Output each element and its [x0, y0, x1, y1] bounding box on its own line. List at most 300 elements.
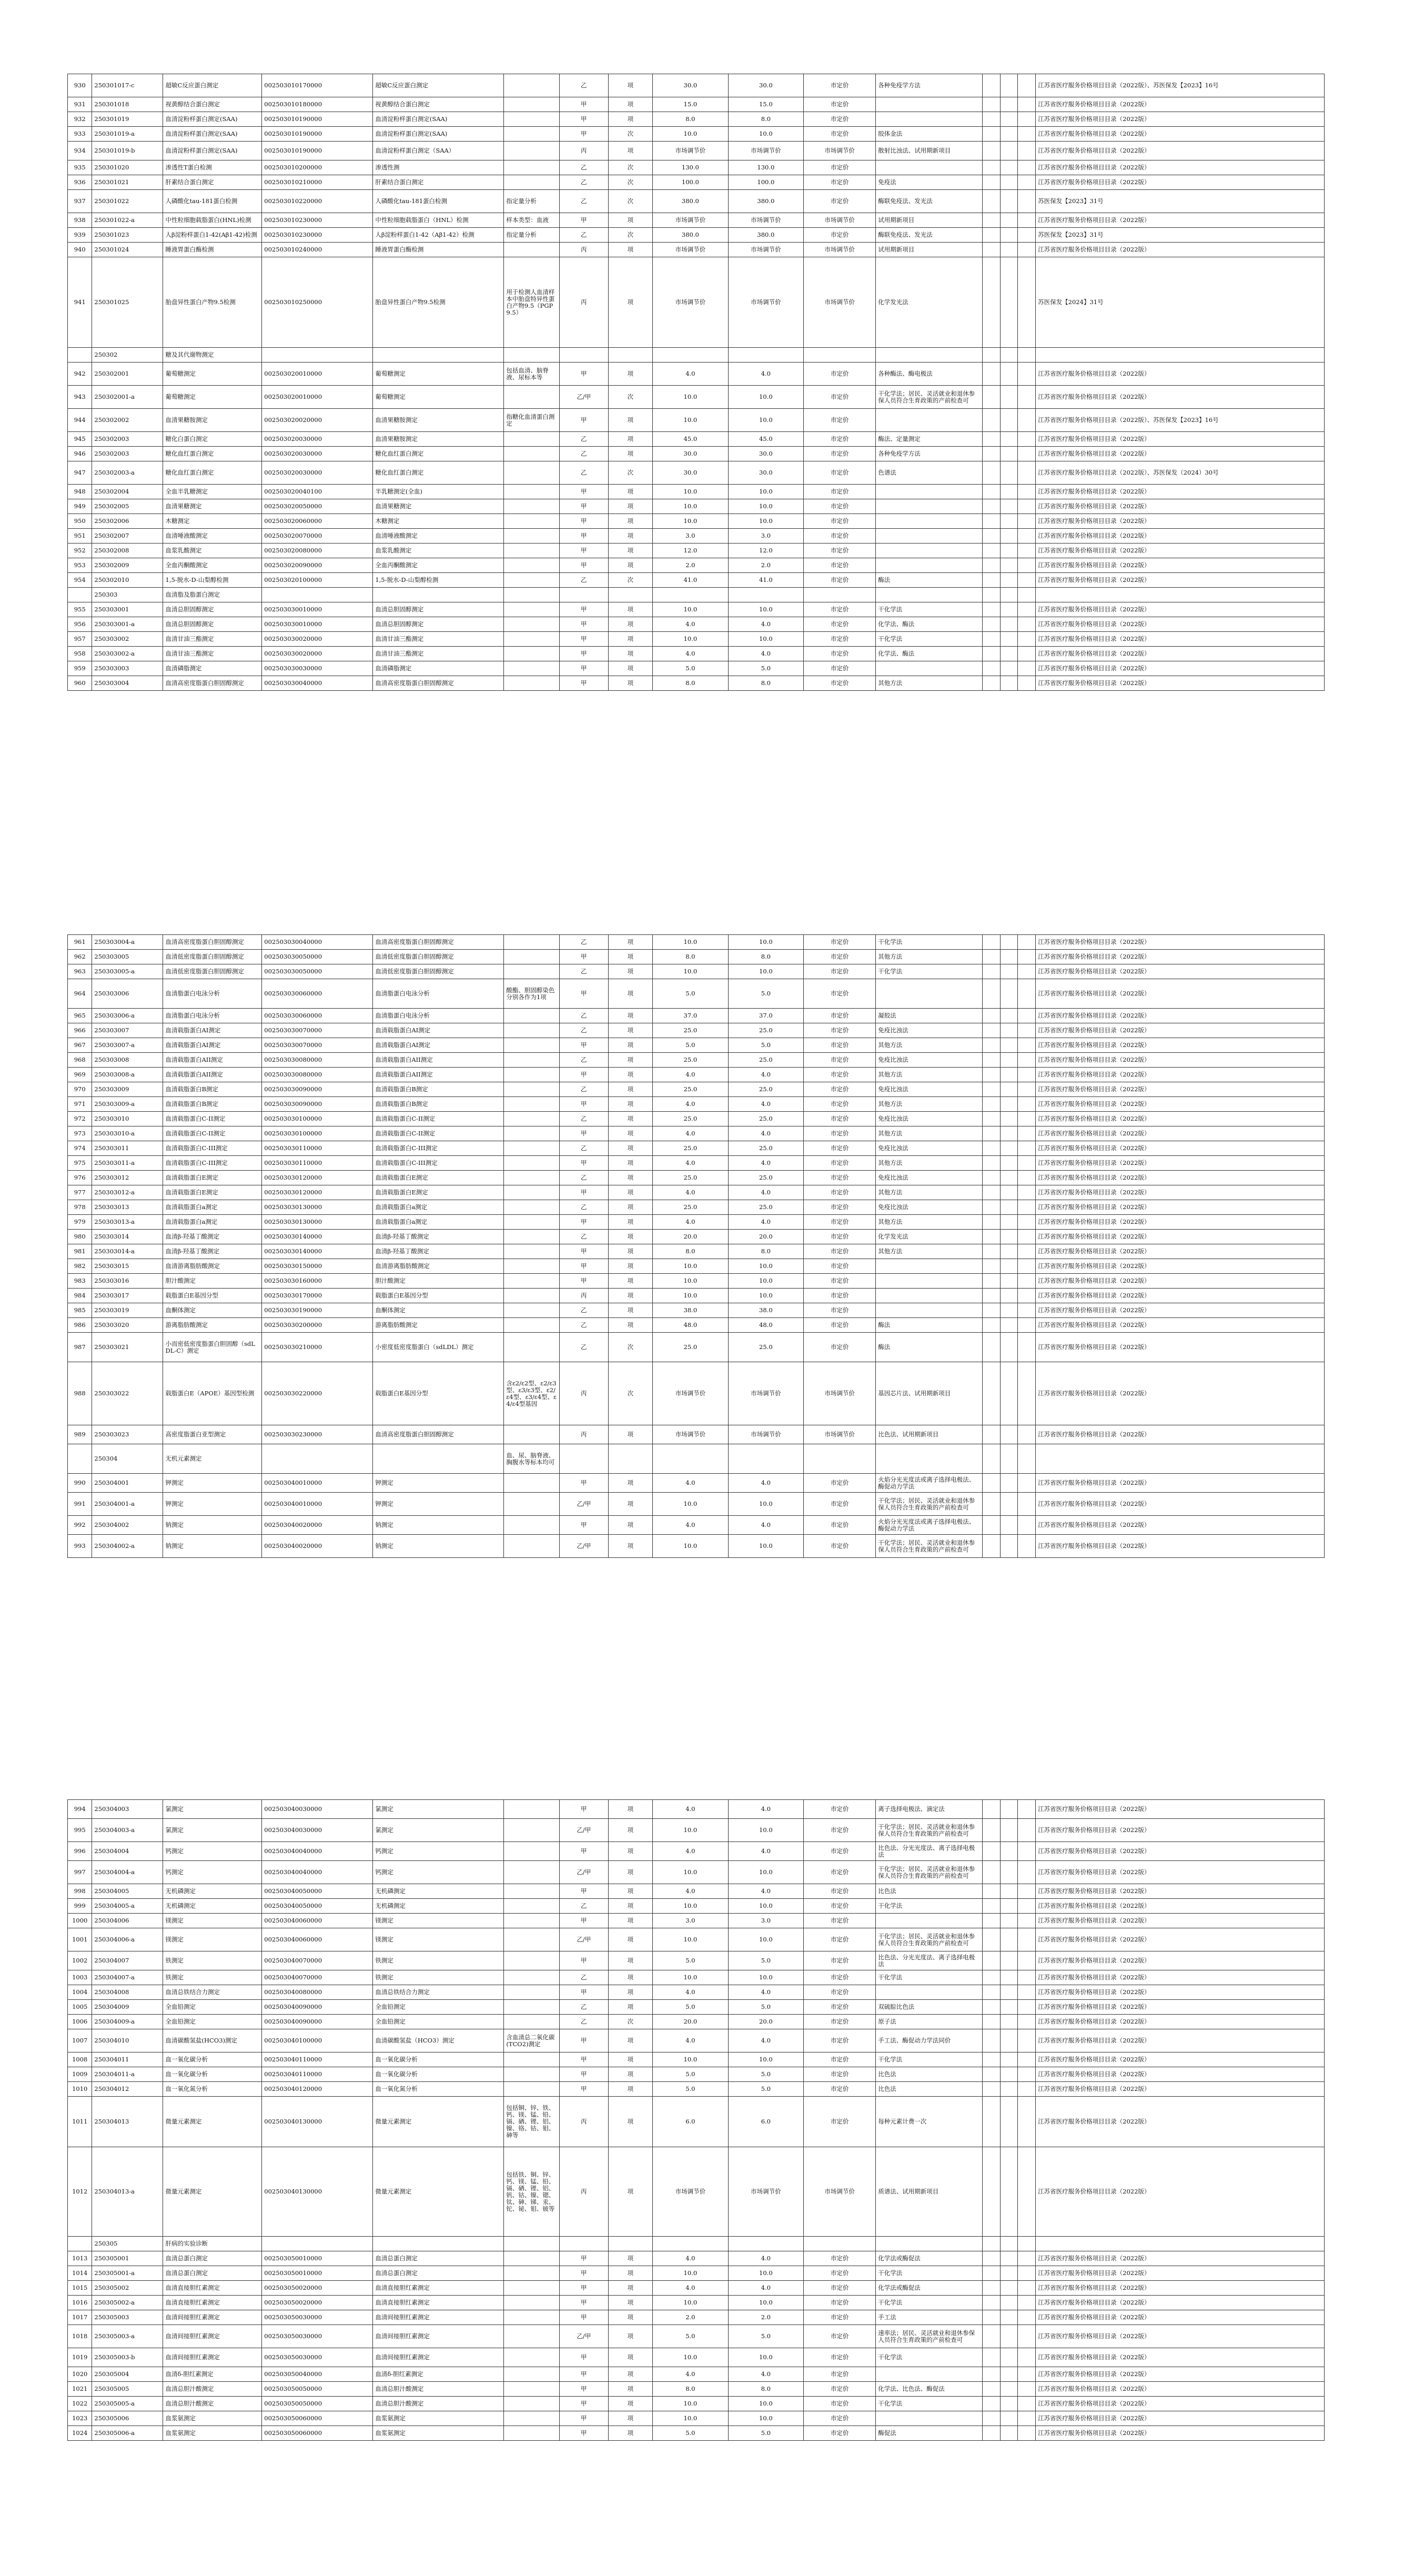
table-row: [68, 2082, 1325, 2097]
national-code-cell: 002503010230000: [262, 228, 373, 243]
serial-number-cell: 957: [68, 632, 92, 647]
item-name-cell: 血清淀粉样蛋白测定(SAA): [163, 142, 262, 160]
price-b-cell: 25.0: [728, 1023, 804, 1038]
national-name-cell: 血清载脂蛋白a测定: [373, 1200, 504, 1215]
unit-cell: 项: [608, 950, 652, 964]
price-a-cell: 15.0: [653, 97, 729, 112]
table-row: [68, 1516, 1325, 1535]
extra-cell: [982, 363, 1000, 386]
item-name-cell: 钙测定: [163, 1861, 262, 1884]
extra-cell: [982, 602, 1000, 617]
table-row: [68, 499, 1325, 514]
extra-cell: [982, 175, 1000, 190]
item-code-cell: 250303008-a: [92, 1068, 163, 1082]
source-cell: 江苏省医疗服务价格项目目录（2022版）: [1036, 1516, 1325, 1535]
extra-cell: [1000, 97, 1018, 112]
category-cell: 甲: [559, 1985, 608, 2000]
item-name-cell: 血清果糖测定: [163, 499, 262, 514]
pricing-type-cell: 市定价: [804, 1009, 876, 1023]
extra-cell: [982, 1333, 1000, 1362]
unit-cell: 项: [608, 1215, 652, 1230]
pricing-type-cell: 市定价: [804, 1928, 876, 1951]
national-name-cell: 氯测定: [373, 1800, 504, 1819]
serial-number-cell: 951: [68, 529, 92, 544]
national-code-cell: 002503010200000: [262, 160, 373, 175]
extra-cell: [1018, 1516, 1036, 1535]
extra-cell: [1018, 661, 1036, 676]
price-b-cell: 6.0: [728, 2097, 804, 2147]
item-code-cell: 250304010: [92, 2029, 163, 2052]
item-name-cell: 血清脂及脂蛋白测定: [163, 588, 262, 602]
serial-number-cell: 983: [68, 1274, 92, 1289]
item-code-cell: 250304007-a: [92, 1970, 163, 1985]
price-a-cell: 45.0: [653, 432, 729, 447]
price-a-cell: 市场调节价: [653, 257, 729, 348]
item-code-cell: 250303017: [92, 1289, 163, 1303]
serial-number-cell: 1023: [68, 2411, 92, 2426]
pricing-type-cell: 市定价: [804, 1259, 876, 1274]
unit-cell: 项: [608, 1928, 652, 1951]
pricing-type-cell: 市定价: [804, 1914, 876, 1928]
extra-cell: [1000, 461, 1018, 485]
extra-cell: [1000, 529, 1018, 544]
extra-cell: [1018, 2397, 1036, 2411]
item-code-cell: 250303015: [92, 1259, 163, 1274]
remark-cell: 干化学法；居民、灵活就业和退休参保人员符合生育政策的产前检查可: [876, 1928, 983, 1951]
unit-cell: [608, 2237, 652, 2251]
national-name-cell: 睡液胃蛋白酶检测: [373, 243, 504, 257]
price-a-cell: 10.0: [653, 1289, 729, 1303]
price-a-cell: 130.0: [653, 160, 729, 175]
pricing-type-cell: 市定价: [804, 1303, 876, 1318]
table-row: [68, 602, 1325, 617]
extra-cell: [982, 661, 1000, 676]
item-name-cell: 血清间接胆红素测定: [163, 2325, 262, 2348]
extra-cell: [982, 2397, 1000, 2411]
connotation-cell: [504, 602, 560, 617]
category-cell: 甲: [559, 1185, 608, 1200]
source-cell: 江苏省医疗服务价格项目目录（2022版）: [1036, 213, 1325, 228]
remark-cell: 干化学法: [876, 632, 983, 647]
source-cell: 江苏省医疗服务价格项目目录（2022版）: [1036, 2015, 1325, 2029]
source-cell: [1036, 348, 1325, 363]
connotation-cell: [504, 1126, 560, 1141]
extra-cell: [982, 2237, 1000, 2251]
extra-cell: [982, 386, 1000, 409]
national-code-cell: 002503020030000: [262, 432, 373, 447]
item-code-cell: 250303013-a: [92, 1215, 163, 1230]
table-row: [68, 632, 1325, 647]
national-name-cell: [373, 1444, 504, 1474]
price-a-cell: 4.0: [653, 1474, 729, 1493]
price-a-cell: 10.0: [653, 1819, 729, 1842]
unit-cell: 项: [608, 2426, 652, 2441]
extra-cell: [1000, 1884, 1018, 1899]
unit-cell: 项: [608, 632, 652, 647]
remark-cell: 干化学法: [876, 2296, 983, 2310]
price-a-cell: 25.0: [653, 1171, 729, 1185]
item-code-cell: 250305003: [92, 2310, 163, 2325]
item-code-cell: 250302001: [92, 363, 163, 386]
pricing-type-cell: 市定价: [804, 2097, 876, 2147]
table-row: [68, 2237, 1325, 2251]
extra-cell: [1018, 1444, 1036, 1474]
price-b-cell: [728, 348, 804, 363]
pricing-type-cell: 市定价: [804, 1985, 876, 2000]
price-a-cell: 2.0: [653, 558, 729, 573]
connotation-cell: [504, 617, 560, 632]
connotation-cell: [504, 1156, 560, 1171]
category-cell: 乙: [559, 1230, 608, 1244]
remark-cell: [876, 544, 983, 558]
table-block-1: [67, 74, 1325, 691]
serial-number-cell: 1005: [68, 2000, 92, 2015]
source-cell: 江苏省医疗服务价格项目目录（2022版）: [1036, 1082, 1325, 1097]
connotation-cell: 指定量分析: [504, 228, 560, 243]
connotation-cell: [504, 1985, 560, 2000]
national-name-cell: 血浆氨测定: [373, 2426, 504, 2441]
pricing-type-cell: 市定价: [804, 2000, 876, 2015]
national-name-cell: 血清载脂蛋白C-II测定: [373, 1112, 504, 1126]
pricing-type-cell: 市定价: [804, 499, 876, 514]
unit-cell: 项: [608, 1318, 652, 1333]
price-a-cell: 10.0: [653, 127, 729, 142]
price-b-cell: 10.0: [728, 2296, 804, 2310]
remark-cell: 干化学法: [876, 602, 983, 617]
extra-cell: [1018, 1493, 1036, 1516]
category-cell: 乙: [559, 74, 608, 97]
connotation-cell: [504, 1474, 560, 1493]
serial-number-cell: 940: [68, 243, 92, 257]
category-cell: 甲: [559, 979, 608, 1009]
source-cell: 江苏省医疗服务价格项目目录（2022版）: [1036, 1038, 1325, 1053]
national-name-cell: 血浆氨测定: [373, 2411, 504, 2426]
extra-cell: [1000, 1800, 1018, 1819]
extra-cell: [982, 979, 1000, 1009]
national-name-cell: 血清载脂蛋白AII测定: [373, 1053, 504, 1068]
item-name-cell: 铁测定: [163, 1970, 262, 1985]
item-name-cell: 全血铅测定: [163, 2000, 262, 2015]
price-b-cell: [728, 1444, 804, 1474]
price-b-cell: 市场调节价: [728, 2147, 804, 2237]
price-a-cell: 3.0: [653, 1914, 729, 1928]
pricing-type-cell: 市定价: [804, 175, 876, 190]
extra-cell: [1018, 1126, 1036, 1141]
extra-cell: [1000, 2348, 1018, 2367]
remark-cell: 每种元素计费一次: [876, 2097, 983, 2147]
source-cell: 江苏省医疗服务价格项目目录（2022版）: [1036, 1289, 1325, 1303]
source-cell: 江苏省医疗服务价格项目目录（2022版）: [1036, 1333, 1325, 1362]
extra-cell: [1000, 573, 1018, 588]
item-code-cell: 250303004: [92, 676, 163, 691]
extra-cell: [1018, 2325, 1036, 2348]
table-row: [68, 661, 1325, 676]
category-cell: 甲: [559, 2411, 608, 2426]
price-b-cell: 4.0: [728, 1884, 804, 1899]
national-code-cell: 002503030140000: [262, 1230, 373, 1244]
connotation-cell: [504, 1493, 560, 1516]
category-cell: 乙: [559, 1970, 608, 1985]
serial-number-cell: 980: [68, 1230, 92, 1244]
table-row: [68, 213, 1325, 228]
extra-cell: [1000, 632, 1018, 647]
category-cell: 丙: [559, 2097, 608, 2147]
price-b-cell: 10.0: [728, 127, 804, 142]
source-cell: 江苏省医疗服务价格项目目录（2022版）: [1036, 529, 1325, 544]
extra-cell: [982, 1215, 1000, 1230]
national-name-cell: 血清β-羟基丁酸测定: [373, 1230, 504, 1244]
pricing-type-cell: 市定价: [804, 2411, 876, 2426]
national-code-cell: 002503030080000: [262, 1068, 373, 1082]
serial-number-cell: 950: [68, 514, 92, 529]
unit-cell: 项: [608, 2266, 652, 2281]
source-cell: 江苏省医疗服务价格项目目录（2022版）: [1036, 1819, 1325, 1842]
source-cell: 江苏省医疗服务价格项目目录（2022版）: [1036, 2310, 1325, 2325]
serial-number-cell: 934: [68, 142, 92, 160]
price-a-cell: 10.0: [653, 514, 729, 529]
category-cell: 乙: [559, 1318, 608, 1333]
national-code-cell: 002503040010000: [262, 1474, 373, 1493]
source-cell: 江苏省医疗服务价格项目目录（2022版）: [1036, 1053, 1325, 1068]
remark-cell: [876, 1259, 983, 1274]
national-name-cell: 游离脂肪酸测定: [373, 1318, 504, 1333]
category-cell: [559, 2237, 608, 2251]
national-code-cell: 002503040020000: [262, 1535, 373, 1558]
serial-number-cell: 970: [68, 1082, 92, 1097]
extra-cell: [1000, 213, 1018, 228]
remark-cell: [876, 558, 983, 573]
source-cell: 江苏省医疗服务价格项目目录（2022版）: [1036, 243, 1325, 257]
unit-cell: 项: [608, 2000, 652, 2015]
connotation-cell: [504, 142, 560, 160]
national-code-cell: 002503050010000: [262, 2251, 373, 2266]
extra-cell: [982, 1097, 1000, 1112]
extra-cell: [1000, 127, 1018, 142]
remark-cell: [876, 1444, 983, 1474]
price-b-cell: 5.0: [728, 1038, 804, 1053]
extra-cell: [982, 127, 1000, 142]
price-b-cell: 2.0: [728, 2310, 804, 2325]
national-code-cell: 002503030020000: [262, 632, 373, 647]
table-row: [68, 160, 1325, 175]
extra-cell: [982, 647, 1000, 661]
item-code-cell: 250301025: [92, 257, 163, 348]
table-row: [68, 950, 1325, 964]
item-code-cell: 250303012-a: [92, 1185, 163, 1200]
price-b-cell: 10.0: [728, 485, 804, 499]
price-a-cell: 30.0: [653, 461, 729, 485]
price-b-cell: 10.0: [728, 514, 804, 529]
price-a-cell: 6.0: [653, 2097, 729, 2147]
category-cell: 甲: [559, 1951, 608, 1970]
source-cell: 江苏省医疗服务价格项目目录（2022版）: [1036, 1493, 1325, 1516]
price-b-cell: [728, 588, 804, 602]
connotation-cell: [504, 2266, 560, 2281]
serial-number-cell: 936: [68, 175, 92, 190]
national-code-cell: 002503040040000: [262, 1842, 373, 1861]
source-cell: 江苏省医疗服务价格项目目录（2022版）: [1036, 1928, 1325, 1951]
table-row: [68, 74, 1325, 97]
price-a-cell: 2.0: [653, 2310, 729, 2325]
remark-cell: [876, 514, 983, 529]
item-code-cell: 250302: [92, 348, 163, 363]
item-code-cell: 250305005: [92, 2382, 163, 2397]
unit-cell: 次: [608, 1333, 652, 1362]
source-cell: 江苏省医疗服务价格项目目录（2022版）: [1036, 1023, 1325, 1038]
source-cell: 江苏省医疗服务价格项目目录（2022版）: [1036, 1200, 1325, 1215]
connotation-cell: [504, 2348, 560, 2367]
pricing-type-cell: 市定价: [804, 1053, 876, 1068]
national-name-cell: 血清甘油三酯测定: [373, 632, 504, 647]
price-b-cell: 5.0: [728, 2325, 804, 2348]
price-b-cell: 市场调节价: [728, 243, 804, 257]
serial-number-cell: 1013: [68, 2251, 92, 2266]
national-code-cell: 002503030070000: [262, 1023, 373, 1038]
extra-cell: [1018, 1112, 1036, 1126]
serial-number-cell: 963: [68, 964, 92, 979]
extra-cell: [1000, 661, 1018, 676]
extra-cell: [1018, 1097, 1036, 1112]
table-row: [68, 142, 1325, 160]
serial-number-cell: 948: [68, 485, 92, 499]
national-code-cell: 002503040030000: [262, 1800, 373, 1819]
national-name-cell: 血清果糖胺测定: [373, 432, 504, 447]
national-code-cell: 002503040130000: [262, 2147, 373, 2237]
connotation-cell: [504, 529, 560, 544]
pricing-type-cell: 市定价: [804, 1516, 876, 1535]
item-name-cell: 血一氧化氮分析: [163, 2082, 262, 2097]
unit-cell: 项: [608, 2097, 652, 2147]
source-cell: 江苏省医疗服务价格项目目录（2022版）: [1036, 964, 1325, 979]
price-b-cell: 20.0: [728, 1230, 804, 1244]
national-code-cell: 002503030050000: [262, 964, 373, 979]
connotation-cell: [504, 1303, 560, 1318]
unit-cell: 项: [608, 432, 652, 447]
price-a-cell: 市场调节价: [653, 2147, 729, 2237]
table-row: [68, 1171, 1325, 1185]
extra-cell: [1000, 950, 1018, 964]
extra-cell: [1000, 1303, 1018, 1318]
category-cell: 甲: [559, 1842, 608, 1861]
serial-number-cell: 975: [68, 1156, 92, 1171]
extra-cell: [1018, 1038, 1036, 1053]
extra-cell: [1018, 97, 1036, 112]
item-name-cell: 钠测定: [163, 1516, 262, 1535]
category-cell: 甲: [559, 1126, 608, 1141]
table-row: [68, 1444, 1325, 1474]
item-code-cell: 250303021: [92, 1333, 163, 1362]
connotation-cell: [504, 1535, 560, 1558]
source-cell: 江苏省医疗服务价格项目目录（2022版）: [1036, 1274, 1325, 1289]
serial-number-cell: 1024: [68, 2426, 92, 2441]
table-row: [68, 2147, 1325, 2237]
item-code-cell: 250305001: [92, 2251, 163, 2266]
connotation-cell: [504, 1970, 560, 1985]
item-name-cell: 钾测定: [163, 1493, 262, 1516]
price-b-cell: 4.0: [728, 2367, 804, 2382]
category-cell: 甲: [559, 2029, 608, 2052]
extra-cell: [982, 632, 1000, 647]
category-cell: 甲: [559, 112, 608, 127]
national-name-cell: 血清间接胆红素测定: [373, 2325, 504, 2348]
pricing-type-cell: 市定价: [804, 617, 876, 632]
unit-cell: 项: [608, 617, 652, 632]
item-code-cell: 250303006: [92, 979, 163, 1009]
connotation-cell: [504, 2397, 560, 2411]
remark-cell: 化学法、酶法: [876, 617, 983, 632]
national-name-cell: 血清载脂蛋白C-III测定: [373, 1156, 504, 1171]
table-block-3: [67, 1799, 1325, 2441]
extra-cell: [982, 1970, 1000, 1985]
item-name-cell: 血清载脂蛋白E测定: [163, 1171, 262, 1185]
source-cell: 江苏省医疗服务价格项目目录（2022版）: [1036, 2147, 1325, 2237]
unit-cell: 项: [608, 1842, 652, 1861]
extra-cell: [1000, 2147, 1018, 2237]
serial-number-cell: 1012: [68, 2147, 92, 2237]
unit-cell: 项: [608, 529, 652, 544]
national-code-cell: 002503020090000: [262, 558, 373, 573]
serial-number-cell: 1006: [68, 2015, 92, 2029]
extra-cell: [1000, 2082, 1018, 2097]
item-name-cell: 血清低密度脂蛋白胆固醇测定: [163, 950, 262, 964]
national-name-cell: 全血铅测定: [373, 2000, 504, 2015]
serial-number-cell: 942: [68, 363, 92, 386]
table-row: [68, 409, 1325, 432]
remark-cell: [876, 160, 983, 175]
remark-cell: 试用期新项目: [876, 243, 983, 257]
price-b-cell: 10.0: [728, 2411, 804, 2426]
extra-cell: [1018, 1141, 1036, 1156]
extra-cell: [1018, 1318, 1036, 1333]
extra-cell: [1018, 363, 1036, 386]
extra-cell: [1000, 2097, 1018, 2147]
category-cell: 乙: [559, 1141, 608, 1156]
item-code-cell: 250304005-a: [92, 1899, 163, 1914]
category-cell: 甲: [559, 617, 608, 632]
extra-cell: [1000, 2382, 1018, 2397]
national-name-cell: 血清间接胆红素测定: [373, 2348, 504, 2367]
extra-cell: [1000, 228, 1018, 243]
category-cell: 乙: [559, 1112, 608, 1126]
extra-cell: [1018, 1289, 1036, 1303]
remark-cell: [876, 1985, 983, 2000]
extra-cell: [1000, 175, 1018, 190]
price-b-cell: 10.0: [728, 1274, 804, 1289]
extra-cell: [1000, 1474, 1018, 1493]
national-name-cell: 血清直接胆红素测定: [373, 2296, 504, 2310]
item-name-cell: 微量元素测定: [163, 2147, 262, 2237]
item-code-cell: 250303010-a: [92, 1126, 163, 1141]
extra-cell: [1000, 1126, 1018, 1141]
table-row: [68, 617, 1325, 632]
extra-cell: [1000, 363, 1018, 386]
item-code-cell: 250301024: [92, 243, 163, 257]
serial-number-cell: 985: [68, 1303, 92, 1318]
item-name-cell: 血浆乳酸测定: [163, 544, 262, 558]
national-name-cell: 肝素结合蛋白测定: [373, 175, 504, 190]
extra-cell: [1000, 485, 1018, 499]
connotation-cell: [504, 1097, 560, 1112]
serial-number-cell: 1018: [68, 2325, 92, 2348]
unit-cell: 项: [608, 257, 652, 348]
connotation-cell: [504, 1289, 560, 1303]
price-b-cell: 8.0: [728, 950, 804, 964]
national-code-cell: 002503040110000: [262, 2052, 373, 2067]
price-a-cell: 10.0: [653, 485, 729, 499]
remark-cell: [876, 499, 983, 514]
extra-cell: [1018, 2367, 1036, 2382]
extra-cell: [1000, 1097, 1018, 1112]
